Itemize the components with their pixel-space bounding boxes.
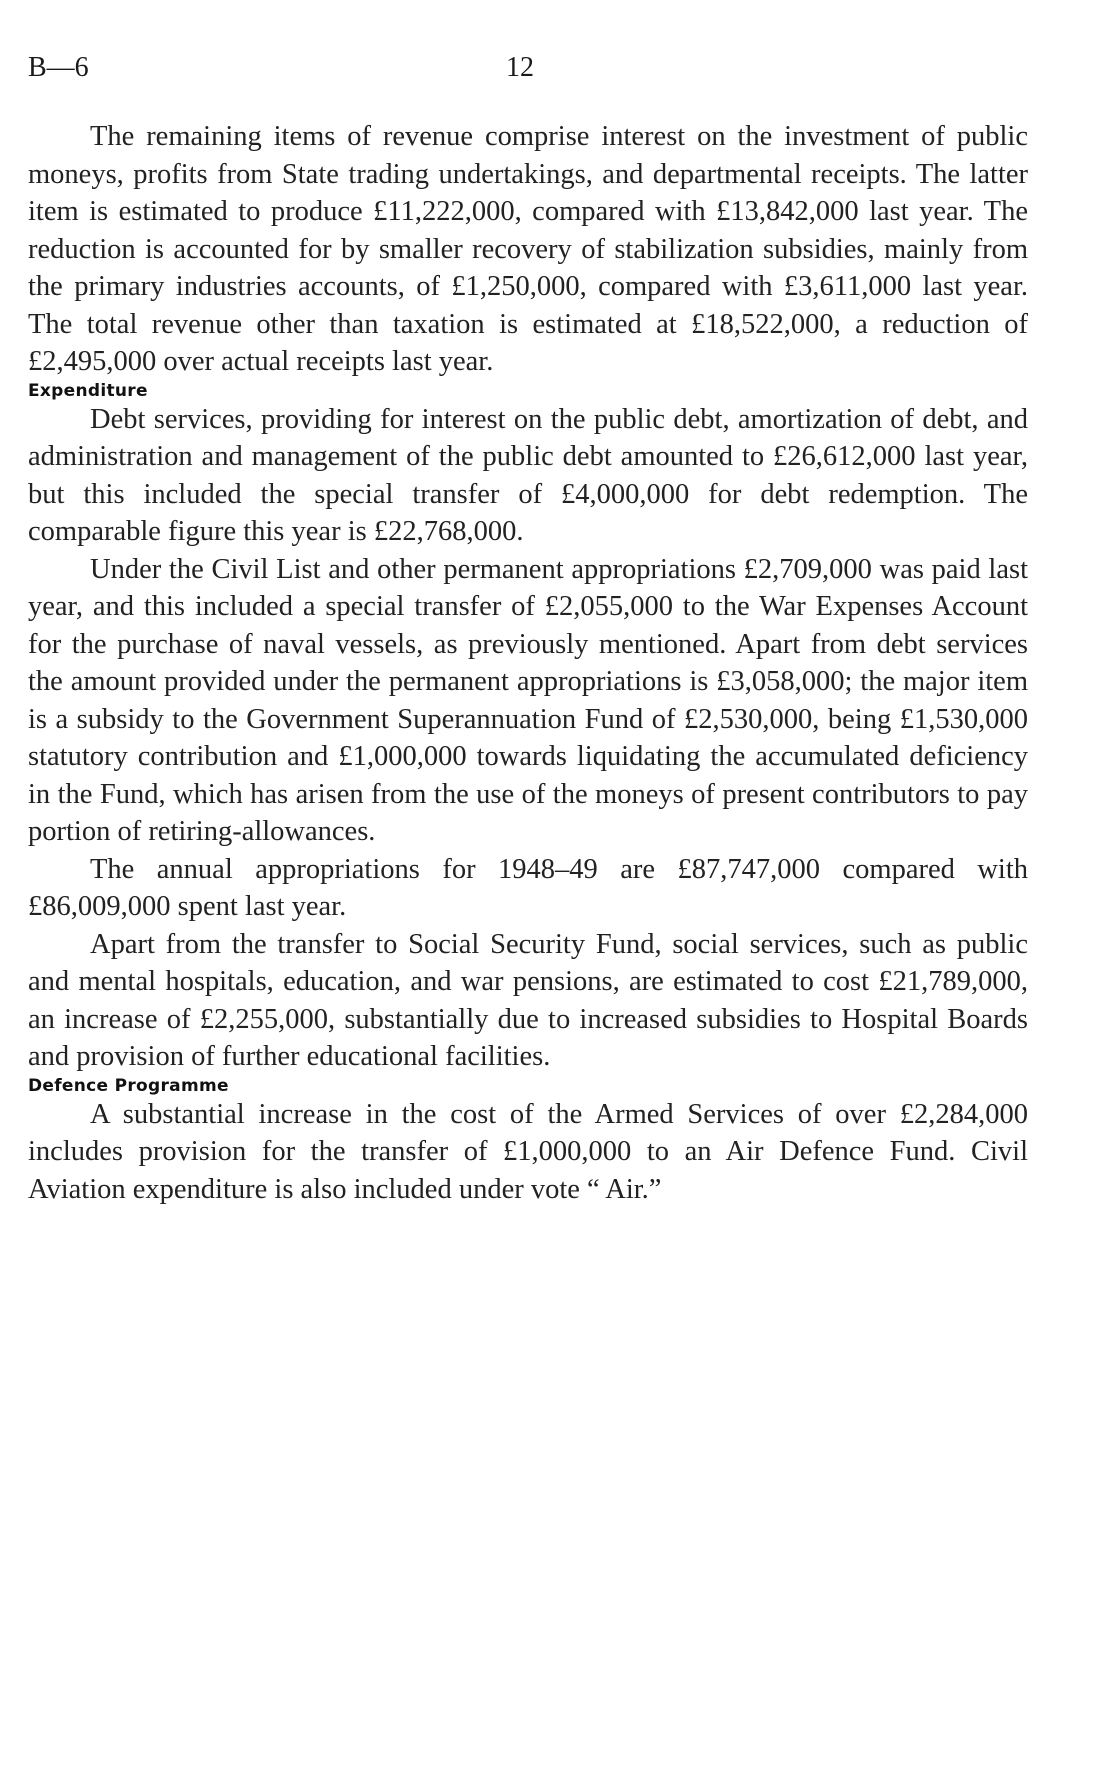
social-services-paragraph: Apart from the transfer to Social Security Fund, social services, such as public and mental hospitals, education, and war pensions, are estimated to cost £21,789,000, an increase of £2,255,000, substantially due to increased subsidies to Hospital Boards and provision of further educational facilities.	[28, 928, 1028, 1072]
revenue-paragraph: The remaining items of revenue comprise interest on the investment of public moneys, profits from State trading undertakings, and departmental receipts. The latter item is estimated to produce £11,222,000, compared with £13,842,000 last year. The reduction is accounted for by smaller recovery of stabilization subsidies, mainly from the primary industries accounts, of £1,250,000, compared with £3,611,000 last year. The total revenue other than taxation is estimated at £18,522,000, a reduction of £2,495,000 over actual receipts last year.	[28, 121, 1028, 377]
page-header	[28, 52, 1028, 92]
civil-list-paragraph: Under the Civil List and other permanent appropriations £2,709,000 was paid last year, and this included a special transfer of £2,055,000 to the War Expenses Account for the purchase of naval vessels, as previously mentioned. Apart from debt services the amount provided under the permanent appropriations is £3,058,000; the major item is a subsidy to the Government Superannuation Fund of £2,530,000, being £1,530,000 statutory contribution and £1,000,000 towards liquidating the accumulated deficiency in the Fund, which has arisen from the use of the moneys of present contributors to pay portion of retiring-allowances.	[28, 553, 1028, 847]
body-text	[28, 118, 1028, 1208]
defence-programme-heading: Defence Programme	[28, 1075, 229, 1096]
annual-appropriations-paragraph: The annual appropriations for 1948–49 are £87,747,000 compared with £86,009,000 spent last year.	[28, 853, 1028, 922]
document-reference: B—6	[28, 52, 89, 83]
debt-services-paragraph: Debt services, providing for interest on the public debt, amortization of debt, and administration and management of the public debt amounted to £26,612,000 last year, but this included the special transfer of £4,000,000 for debt redemption. The comparable figure this year is £22,768,000.	[28, 403, 1028, 547]
armed-services-paragraph: A substantial increase in the cost of the Armed Services of over £2,284,000 includes provision for the transfer of £1,000,000 to an Air Defence Fund. Civil Aviation expenditure is also included under vote “ Air.”	[28, 1098, 1028, 1205]
page-number: 12	[506, 52, 534, 83]
expenditure-heading: Expenditure	[28, 380, 148, 401]
